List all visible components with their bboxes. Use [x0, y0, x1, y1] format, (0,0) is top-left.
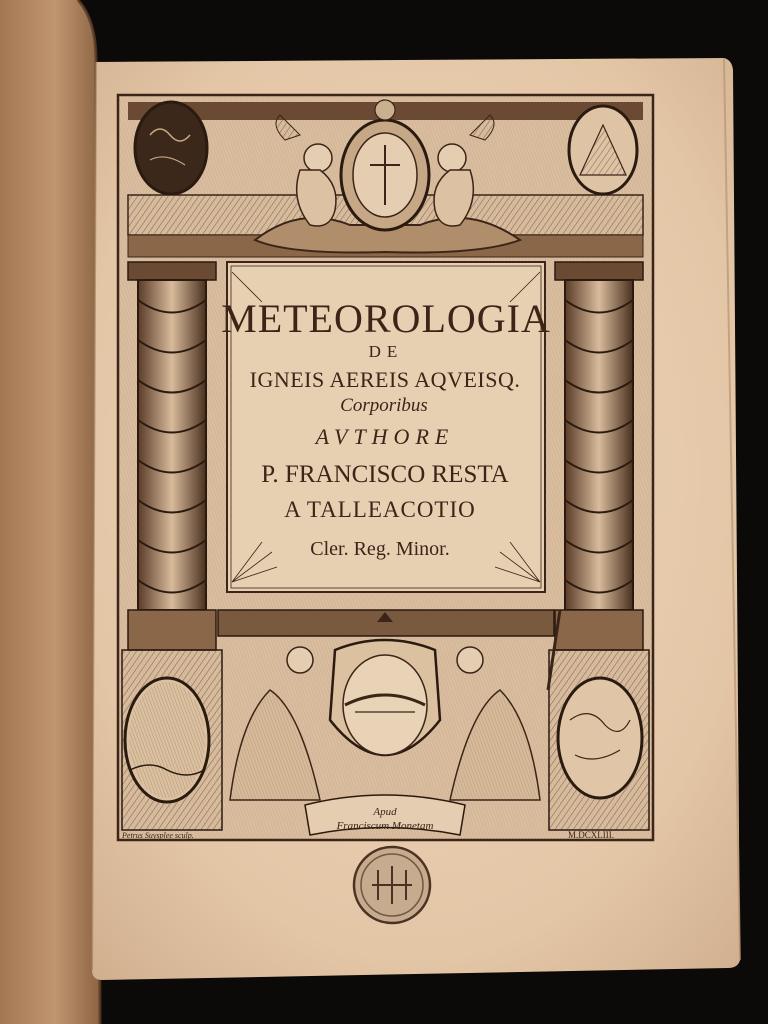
title-page	[92, 58, 740, 980]
volcano-medallion-top-right	[569, 106, 637, 194]
storm-medallion-top-left	[135, 102, 207, 194]
line-place: A TALLEACOTIO	[284, 497, 476, 522]
library-stamp	[354, 847, 430, 923]
map-medallion-bottom-right	[558, 678, 642, 798]
line-subject: IGNEIS AEREIS AQVEISQ.	[249, 367, 521, 392]
title: METEOROLOGIA	[221, 296, 551, 341]
line-corporibus: Corporibus	[340, 395, 428, 416]
imprint-line2: Franciscum Monetam	[336, 820, 434, 832]
rain-medallion-bottom-left	[125, 678, 209, 802]
line-de: DE	[368, 342, 404, 361]
imprint-line1: Apud	[373, 806, 397, 818]
date: M.DCXLIII.	[568, 830, 614, 840]
line-author: P. FRANCISCO RESTA	[261, 461, 509, 488]
line-order: Cler. Reg. Minor.	[310, 538, 450, 560]
engraver-signature: Petrus Suysplee sculp.	[122, 831, 194, 840]
leather-cover	[0, 0, 100, 1024]
line-authore: AVTHORE	[315, 424, 455, 449]
